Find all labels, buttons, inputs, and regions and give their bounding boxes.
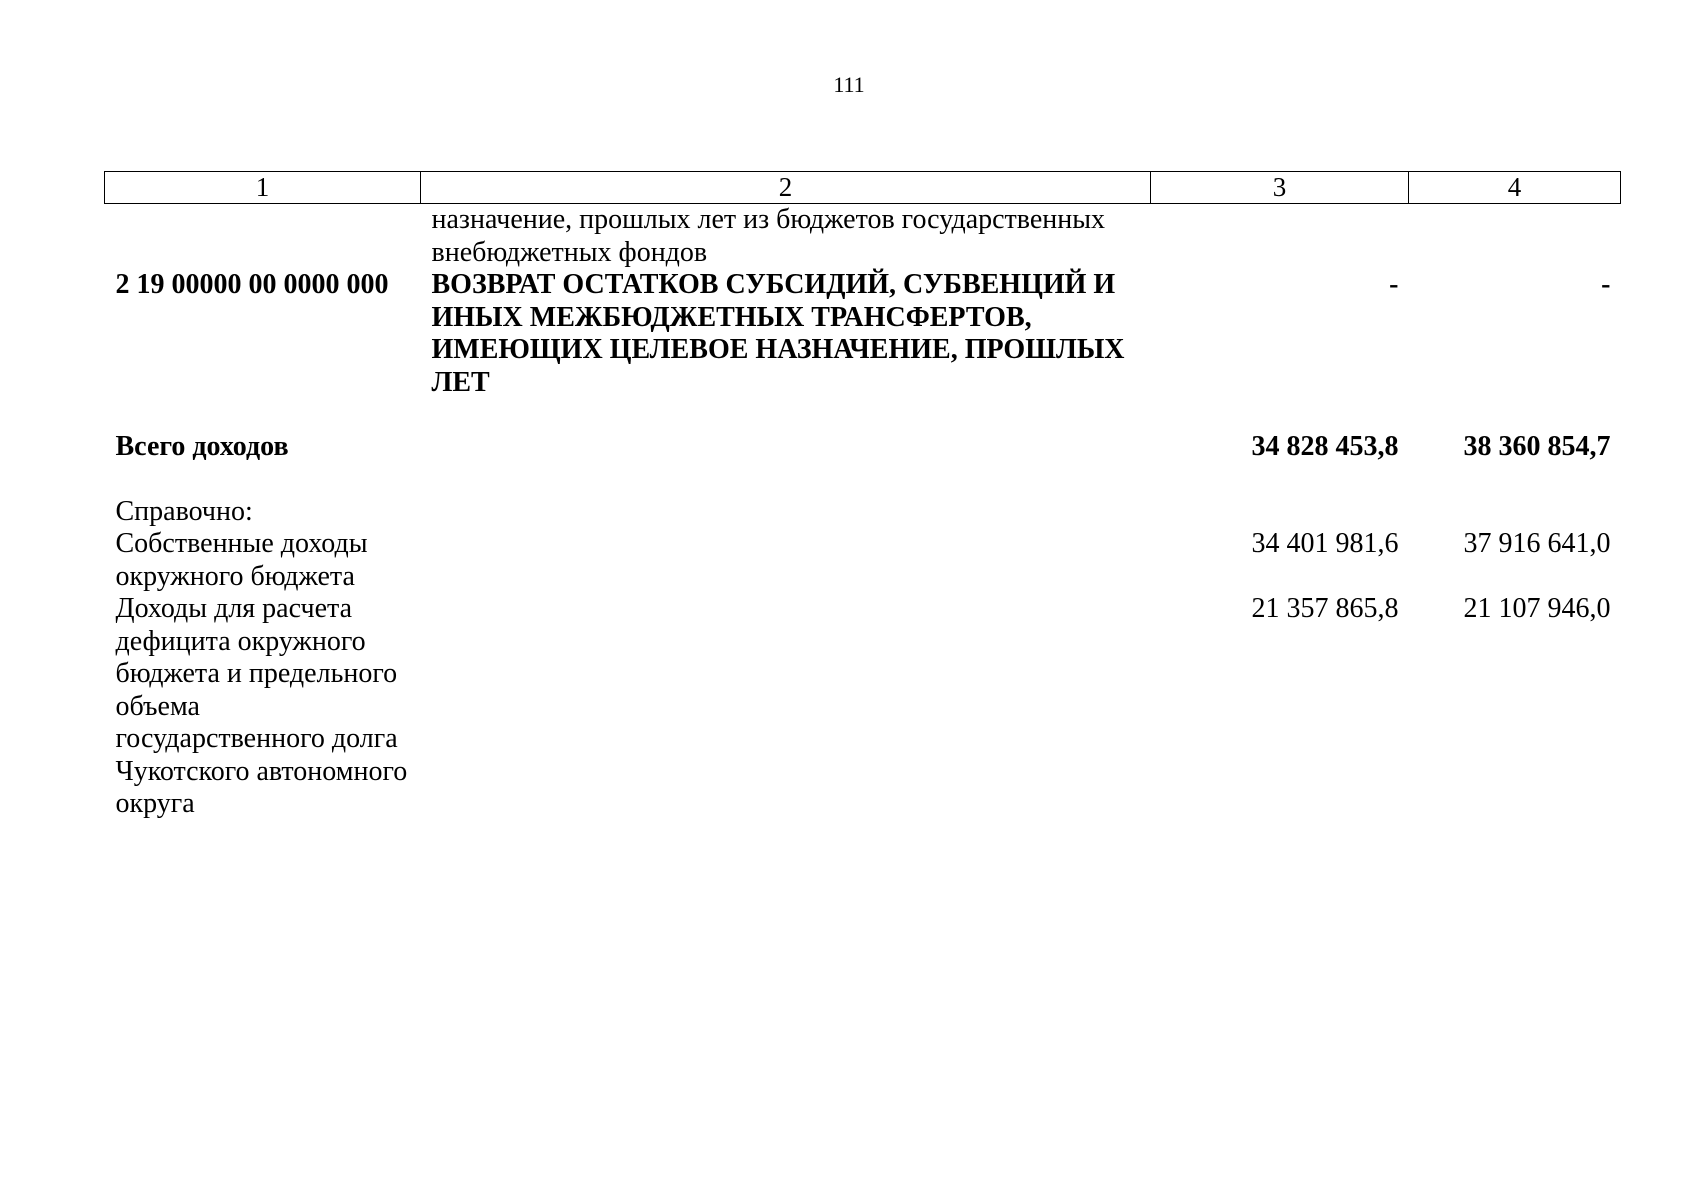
continuation-row bbox=[105, 204, 1621, 270]
revenue-table bbox=[104, 171, 1621, 821]
column-header-2: 2 bbox=[421, 172, 1151, 204]
budget-classification-code: 2 19 00000 00 0000 000 bbox=[115, 269, 389, 300]
column-header-1: 1 bbox=[105, 172, 421, 204]
table-header-row bbox=[105, 172, 1621, 204]
deficit-revenue-row bbox=[105, 593, 1621, 821]
column-header-4: 4 bbox=[1409, 172, 1621, 204]
own-revenue-col4: 37 916 641,0 bbox=[1463, 528, 1611, 559]
column-header-3: 3 bbox=[1151, 172, 1409, 204]
reference-label-row bbox=[105, 496, 1621, 529]
total-col4: 38 360 854,7 bbox=[1463, 431, 1611, 462]
return-balances-row bbox=[105, 269, 1621, 399]
spacer-row bbox=[105, 464, 1621, 496]
spacer-row bbox=[105, 399, 1621, 431]
value-col3: - bbox=[1389, 269, 1399, 300]
own-revenue-label: Собственные доходы окружного бюджета bbox=[115, 528, 368, 592]
reference-label: Справочно: bbox=[115, 495, 253, 527]
page-number: 111 bbox=[833, 72, 865, 97]
deficit-revenue-col3: 21 357 865,8 bbox=[1251, 593, 1399, 624]
own-revenue-col3: 34 401 981,6 bbox=[1251, 528, 1399, 559]
deficit-revenue-col4: 21 107 946,0 bbox=[1463, 593, 1611, 624]
total-col3: 34 828 453,8 bbox=[1251, 431, 1399, 462]
total-label: Всего доходов bbox=[115, 431, 289, 462]
continuation-text: назначение, прошлых лет из бюджетов государственных внебюджетных фондов bbox=[431, 204, 1106, 268]
value-col4: - bbox=[1601, 269, 1611, 300]
own-revenue-row bbox=[105, 528, 1621, 593]
deficit-revenue-label: Доходы для расчета дефицита окружного бюджета и предельного объема государственного долга Чукотского автономного округа bbox=[115, 593, 408, 819]
total-revenue-row bbox=[105, 431, 1621, 464]
revenue-name: ВОЗВРАТ ОСТАТКОВ СУБСИДИЙ, СУБВЕНЦИЙ И ИНЫХ МЕЖБЮДЖЕТНЫХ ТРАНСФЕРТОВ, ИМЕЮЩИХ ЦЕЛЕВОЕ НАЗНАЧЕНИЕ, ПРОШЛЫХ ЛЕТ bbox=[431, 269, 1125, 398]
